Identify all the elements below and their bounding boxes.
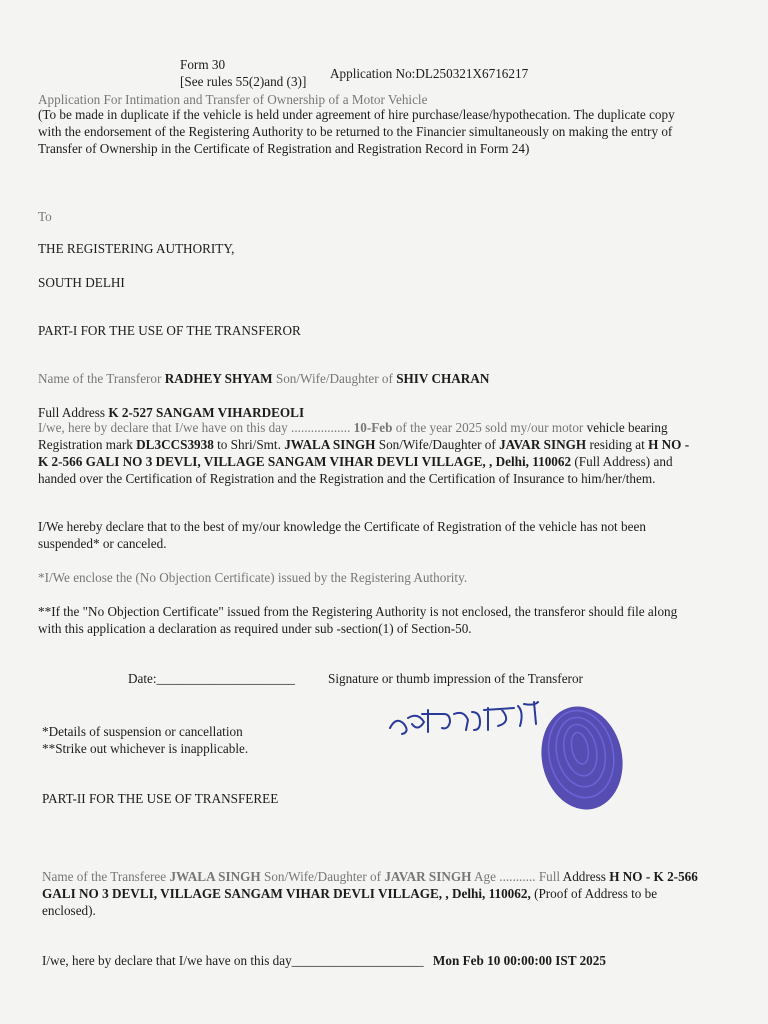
proof-text: (Proof of Address to be enclosed). [42, 886, 658, 918]
footnote-strikeout: **Strike out whichever is inapplicable. [42, 741, 249, 756]
suspension-declaration: I/We hereby declare that to the best of my/our knowledge the Certificate of Registration of the vehicle has not been suspended* or canceled. [38, 519, 646, 551]
transferor-address: K 2-527 SANGAM VIHARDEOLI [108, 405, 305, 420]
part2-relation: Son/Wife/Daughter of [264, 869, 382, 884]
address-label: Full Address [38, 405, 106, 420]
transferee-declare-text: I/we, here by declare that I/we have on this day____________________ [42, 953, 424, 968]
signature-label: Signature or thumb impression of the Transferor [328, 671, 583, 686]
part1-heading: PART-I FOR THE USE OF THE TRANSFEROR [38, 323, 301, 338]
form-note: (To be made in duplicate if the vehicle is held under agreement of hire purchase/lease/hypothecation. The duplicate copy with the endorsement of the Registering Authority to be returned to the Financier simultaneously on making the entry of Transfer of Ownership in the Certificate of Registration and Registration Record in Form 24) [38, 107, 675, 156]
age-text: Age ........... Full [474, 869, 561, 884]
transferee-prefix: Name of the Transferee [42, 869, 167, 884]
transferee-declaration [42, 952, 722, 969]
enclose-noc-text: *I/We enclose the (No Objection Certificate) issued by the Registering Authority. [38, 570, 468, 585]
registration-mark: DL3CCS3938 [136, 437, 214, 452]
sale-year-text: of the year 2025 sold my/our motor [395, 420, 584, 435]
sale-declaration [38, 419, 698, 487]
transferee-address: H NO - K 2-566 GALI NO 3 DEVLI, VILLAGE SANGAM VIHAR DEVLI VILLAGE, , Delhi, 110062 [38, 437, 690, 469]
part2-father: JAVAR SINGH [384, 869, 472, 884]
part2-address: H NO - K 2-566 GALI NO 3 DEVLI, VILLAGE SANGAM VIHAR DEVLI VILLAGE, , Delhi, 110062, [42, 869, 698, 901]
to-label: To [38, 209, 52, 224]
transferor-father: SHIV CHARAN [396, 371, 490, 386]
thumb-impression [532, 700, 632, 820]
form-number: Form 30 [180, 57, 226, 72]
residing-text: residing at [589, 437, 645, 452]
transferor-prefix: Name of the Transferor [38, 371, 162, 386]
part2-heading: PART-II FOR THE USE OF TRANSFEREE [42, 791, 279, 806]
sale-date: 10-Feb [353, 420, 393, 435]
handover-text: (Full Address) and handed over the Certification of Registration and the Registration and the Certification of Insurance to him/her/them. [38, 454, 673, 486]
date-field: Date:_____________________ [128, 671, 296, 686]
part2-address-label: Address [562, 869, 606, 884]
transferee-father: JAVAR SINGH [499, 437, 587, 452]
to-shri-text: to Shri/Smt. [217, 437, 281, 452]
office-name: SOUTH DELHI [38, 275, 125, 290]
transferor-name-line [38, 370, 718, 387]
declare-prefix: I/we, here by declare that I/we have on this day .................. [38, 420, 351, 435]
form-title: Application For Intimation and Transfer of Ownership of a Motor Vehicle [38, 92, 428, 107]
transferor-relation: Son/Wife/Daughter of [275, 371, 393, 386]
footnote-suspension: *Details of suspension or cancellation [42, 724, 243, 739]
thumbprint-icon [532, 700, 632, 820]
transferee-details [42, 868, 702, 919]
transferee-relation: Son/Wife/Daughter of [378, 437, 496, 452]
form-rules: [See rules 55(2)and (3)] [180, 74, 307, 89]
transferor-name: RADHEY SHYAM [164, 371, 273, 386]
transferee-declare-date: Mon Feb 10 00:00:00 IST 2025 [432, 953, 606, 968]
application-number: Application No:DL250321X6716217 [330, 66, 529, 81]
registering-authority: THE REGISTERING AUTHORITY, [38, 241, 235, 256]
transferee-name: JWALA SINGH [284, 437, 376, 452]
part2-transferee-name: JWALA SINGH [169, 869, 261, 884]
vehicle-text: vehicle bearing Registration mark [38, 420, 668, 452]
noc-note: **If the "No Objection Certificate" issued from the Registering Authority is not enclosed, the transferor should file along with this application a declaration as required under sub -section(1) of Section-50. [38, 604, 678, 636]
